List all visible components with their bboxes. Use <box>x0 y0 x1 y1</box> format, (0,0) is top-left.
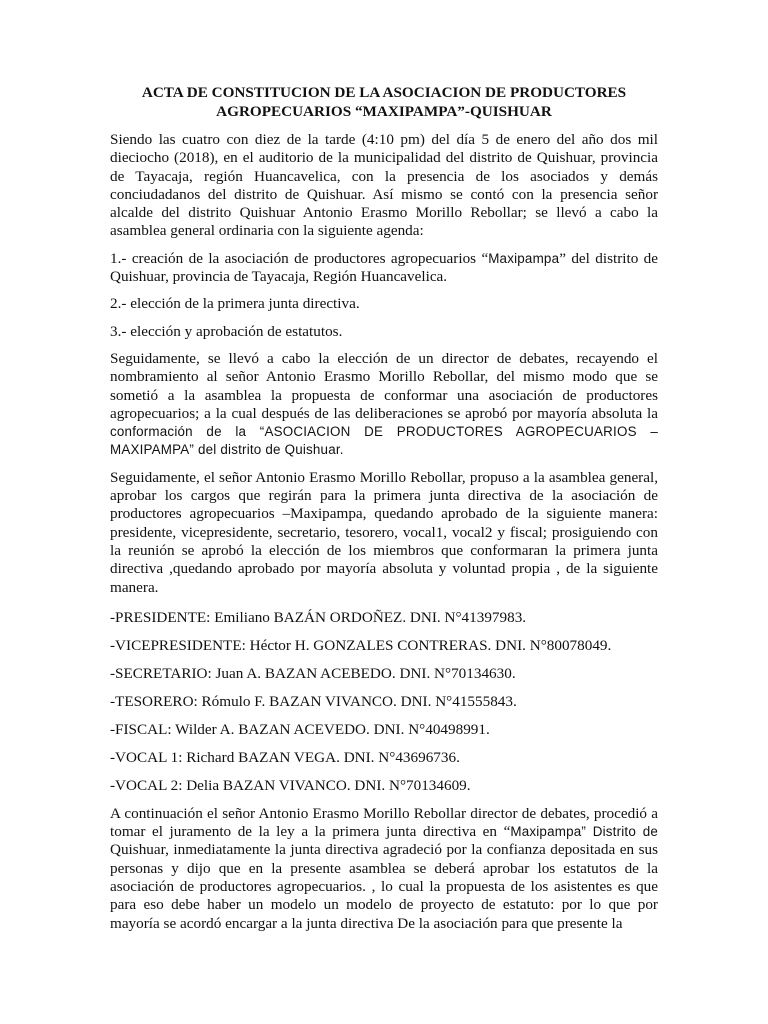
officer-vocal-2: -VOCAL 2: Delia BAZAN VIVANCO. DNI. N°70134609. <box>110 776 471 794</box>
agenda-item-2: 2.- elección de la primera junta directiva. <box>110 295 360 313</box>
officer-fiscal: -FISCAL: Wilder A. BAZAN ACEVEDO. DNI. N°40498991. <box>110 720 490 738</box>
officer-president: -PRESIDENTE: Emiliano BAZÁN ORDOÑEZ. DNI. N°41397983. <box>110 608 527 626</box>
agenda-item-1-text-c: ” del distrito de Quishuar, provincia de Tayacaja, Región Huancavelica. <box>110 249 658 286</box>
officer-secretary: -SECRETARIO: Juan A. BAZAN ACEBEDO. DNI. N°70134630. <box>110 664 516 682</box>
debate-director-text-b: conformación de la “ASOCIACION DE PRODUCTORES AGROPECUARIOS – MAXIPAMPA” del distrito de Quishuar. <box>110 424 658 458</box>
debate-director-text-a: Seguidamente, se llevó a cabo la elección de un director de debates, recayendo el nombramiento al señor Antonio Erasmo Morillo Rebollar, del mismo modo que se sometió a la asamblea la propuesta de conformar una asociación de productores agropecuarios; a la cual después de las deliberaciones se aprobó por mayoría absoluta la <box>110 349 658 422</box>
oath-paragraph <box>110 805 658 933</box>
oath-text-b: Maxipampa” Distrito de <box>510 824 658 840</box>
intro-paragraph: Siendo las cuatro con diez de la tarde (4:10 pm) del día 5 de enero del año dos mil dieciocho (2018), en el auditorio de la municipalidad del distrito de Quishuar, provincia de Tayacaja, región Huancavelica, con la presencia de los asociados y demás conciudadanos del distrito de Quishuar. Así mismo se contó con la presencia señor alcalde del distrito Quishuar Antonio Erasmo Morillo Rebollar; se llevó a cabo la asamblea general ordinaria con la siguiente agenda: <box>110 131 658 240</box>
document-title <box>110 84 658 121</box>
oath-text-a: A continuación el señor Antonio Erasmo Morillo Rebollar director de debates, procedió a tomar el juramento de la ley a la primera junta directiva en “ <box>110 804 658 841</box>
agenda-item-1 <box>110 250 658 287</box>
agenda-item-1-text-a: 1.- creación de la asociación de productores agropecuarios “ <box>110 249 489 267</box>
oath-text-c: Quishuar, inmediatamente la junta directiva agradeció por la confianza depositada en sus personas y dijo que en la presente asamblea se deberá aprobar los estatutos de la asociación de productores agropecuarios. , lo cual la propuesta de los asistentes es que para eso debe haber un modelo un modelo de proyecto de estatuto: por lo que por mayoría se acordó encargar a la junta directiva De la asociación para que presente la <box>110 841 658 932</box>
positions-paragraph: Seguidamente, el señor Antonio Erasmo Morillo Rebollar, propuso a la asamblea general, aprobar los cargos que regirán para la primera junta directiva de la asociación de productores agropecuarios –Maxipampa, quedando aprobado de la siguiente manera: presidente, vicepresidente, secretario, tesorero, vocal1, vocal2 y fiscal; prosiguiendo con la reunión se aprobó la elección de los miembros que conformaran la primera junta directiva ,quedando aprobado por mayoría absoluta y voluntad propia , de la siguiente manera. <box>110 468 658 596</box>
debate-director-paragraph <box>110 350 658 460</box>
officer-treasurer: -TESORERO: Rómulo F. BAZAN VIVANCO. DNI. N°41555843. <box>110 692 517 710</box>
officers-list <box>110 609 658 795</box>
title-line-2: AGROPECUARIOS “MAXIPAMPA”-QUISHUAR <box>216 102 552 120</box>
officer-vocal-1: -VOCAL 1: Richard BAZAN VEGA. DNI. N°43696736. <box>110 748 460 766</box>
agenda-item-1-text-b: Maxipampa <box>488 250 560 266</box>
officer-vicepresident: -VICEPRESIDENTE: Héctor H. GONZALES CONTRERAS. DNI. N°80078049. <box>110 636 612 654</box>
title-line-1: ACTA DE CONSTITUCION DE LA ASOCIACION DE PRODUCTORES <box>141 84 627 101</box>
agenda-item-3: 3.- elección y aprobación de estatutos. <box>110 322 343 340</box>
